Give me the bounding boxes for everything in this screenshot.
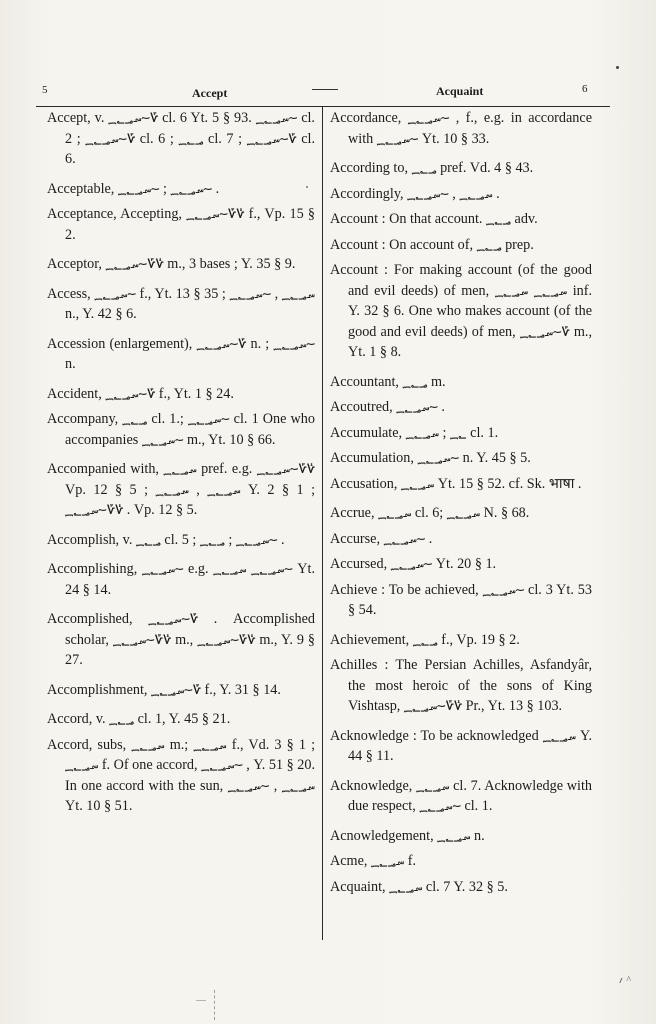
- page-header: [36, 80, 610, 107]
- left-page-number: 5: [42, 84, 48, 96]
- dictionary-entry: Accident, ؁؂؃؄؅؆ f., Yt. 1 § 24.: [47, 385, 234, 402]
- dictionary-entry: Acquaint, ؁؂؃؄ cl. 7 Y. 32 § 5.: [330, 878, 508, 895]
- dictionary-entry: Acknowledge, ؁؂؃؄ cl. 7. Acknowledge with due respect, ؁؂؃؄؅ cl. 1.: [330, 777, 592, 814]
- dictionary-entry: According to, ؁؂؃ pref. Vd. 4 § 43.: [330, 160, 534, 176]
- pencil-mark: [214, 990, 215, 1020]
- right-page-number: 6: [582, 83, 588, 95]
- right-running-title: Acquaint: [436, 84, 484, 98]
- dictionary-entry: Acceptable, ؁؂؃؄؅ ; ؁؂؃؄؅ .: [47, 180, 220, 197]
- dictionary-entry: Accordance, ؁؂؃؄؅ , f., e.g. in accordance with ؁؂؃؄؅ Yt. 10 § 33.: [330, 110, 592, 147]
- corner-mark: ؍ ^: [618, 975, 632, 986]
- dictionary-entry: Accoutred, ؁؂؃؄؅ .: [330, 399, 445, 415]
- dictionary-entry: Account : On account of, ؁؂؃ prep.: [330, 236, 534, 253]
- dictionary-entry: Acnowledgement, ؁؂؃؄ n.: [330, 827, 485, 844]
- dictionary-entry: Accord, v. ؁؂؃ cl. 1, Y. 45 § 21.: [47, 711, 231, 727]
- dictionary-entry: Accompanied with, ؁؂؃؄ pref. e.g. ؁؂؃؄؅؆؇ Vp. 12 § 5 ; ؁؂؃؄ , ؁؂؃؄ Y. 2 § 1 ; ؁؂؃؄؅؆؇ . Vp. 12 § 5.: [47, 461, 316, 518]
- dictionary-entry: Accordingly, ؁؂؃؄ , ؁؂؃؄؅ .: [330, 185, 500, 202]
- dictionary-entry: Accomplishment, ؁؂؃؄؅؆ f., Y. 31 § 14.: [47, 681, 281, 698]
- dictionary-entry: Accomplished, ؁؂؃؄؅؆ . Accomplished scholar, ؁؂؃؄؅؆؇ m., ؁؂؃؄؅؆؇ m., Y. 9 § 27.: [47, 611, 315, 668]
- dictionary-entry: Accurse, ؁؂؃؄؅ .: [330, 530, 433, 547]
- dictionary-entry: Accumulation, ؁؂؃؄؅ n. Y. 45 § 5.: [330, 450, 531, 466]
- dictionary-entry: Accept, v. ؁؂؃؄؅؆ cl. 6 Yt. 5 § 93. ؁؂؃؄؅ cl. 2 ; ؁؂؃؄؅؆ cl. 6 ; ؁؂؃ cl. 7 ; ؁؂؃؄؅؆ cl. 6.: [47, 110, 315, 167]
- column-divider: [322, 106, 323, 940]
- dictionary-entry: Accomplishing, ؁؂؃؄؅ e.g. ؁؂؃؄؅ ؁؂؃؄ Yt. 24 § 14.: [47, 561, 315, 598]
- dictionary-entry: Acknowledge : To be acknowledged ؁؂؃؄ Y. 44 § 11.: [330, 727, 592, 764]
- dictionary-entry: Account : On that account. ؁؂؃ adv.: [330, 211, 538, 227]
- dictionary-entry: Achieve : To be achieved, ؁؂؃؄؅ cl. 3 Yt. 53 § 54.: [330, 581, 592, 618]
- ink-speck: [616, 66, 619, 69]
- dictionary-entry: Accountant, ؁؂؃ m.: [330, 373, 446, 390]
- dictionary-entry: Achilles : The Persian Achilles, Asfandyâr, the most heroic of the sons of King Vishtasp, ؁؂؃؄؅؆؇ Pr., Yt. 13 § 103.: [330, 657, 592, 714]
- pencil-mark: [196, 1000, 206, 1009]
- dictionary-entry: Achievement, ؁؂؃ f., Vp. 19 § 2.: [330, 631, 520, 648]
- dictionary-entry: Account : For making account (of the good and evil deeds) of men, ؁؂؃؄ ؁؂؃؄ inf. Y. 32 § 6. One who makes account (of the good and evil deeds) of men, ؁؂؃؄؅؆ m., Yt. 1 § 8.: [330, 262, 593, 360]
- dictionary-entry: Accession (enlargement), ؁؂؃؄؅؆ n. ; ؁؂؃؄؅ n.: [47, 335, 315, 372]
- dictionary-entry: Acceptor, ؁؂؃؄؅؆؇ m., 3 bases ; Y. 35 § 9.: [47, 256, 296, 272]
- dictionary-entry: Accord, subs, ؁؂؃؄ m.; ؁؂؃؄ f., Vd. 3 § 1 ; ؁؂؃؄ f. Of one accord, ؁؂؃؄؅ , Y. 51 § 20. In one accord with the sun, ؁؂؃؄ , ؁؂؃؄؅ Yt. 10 § 51.: [47, 736, 316, 814]
- dictionary-entry: Accompany, ؁؂؃ cl. 1.; ؁؂؃؄؅ cl. 1 One who accompanies ؁؂؃؄؅ m., Yt. 10 § 66.: [47, 411, 315, 448]
- left-running-title: Accept: [192, 86, 228, 100]
- dictionary-entry: Accusation, ؁؂؃؄ Yt. 15 § 52. cf. Sk. भाषा .: [330, 475, 582, 492]
- dictionary-entry: Accomplish, v. ؁؂؃ cl. 5 ; ؁؂؃؄؅ ; ؁؂؃ .: [47, 531, 285, 548]
- right-column: [330, 108, 592, 902]
- left-column: [47, 108, 315, 826]
- dictionary-entry: Access, ؁؂؃؄؅ f., Yt. 13 § 35 ; ؁؂؃؄ , ؁؂؃؄؅ n., Y. 42 § 6.: [47, 285, 315, 322]
- dictionary-entry: Accrue, ؁؂؃؄ cl. 6; ؁؂؃؄ N. § 68.: [330, 505, 530, 521]
- dictionary-entry: Accursed, ؁؂؃؄؅ Yt. 20 § 1.: [330, 556, 497, 572]
- dictionary-entry: Acceptance, Accepting, ؁؂؃؄؅؆؇ f., Vp. 15 § 2.: [47, 206, 315, 243]
- dictionary-entry: Accumulate, ؁؂ ; ؁؂؃؄ cl. 1.: [330, 424, 499, 441]
- header-dash: [312, 89, 338, 90]
- dictionary-entry: Acme, ؁؂؃؄ f.: [330, 853, 417, 869]
